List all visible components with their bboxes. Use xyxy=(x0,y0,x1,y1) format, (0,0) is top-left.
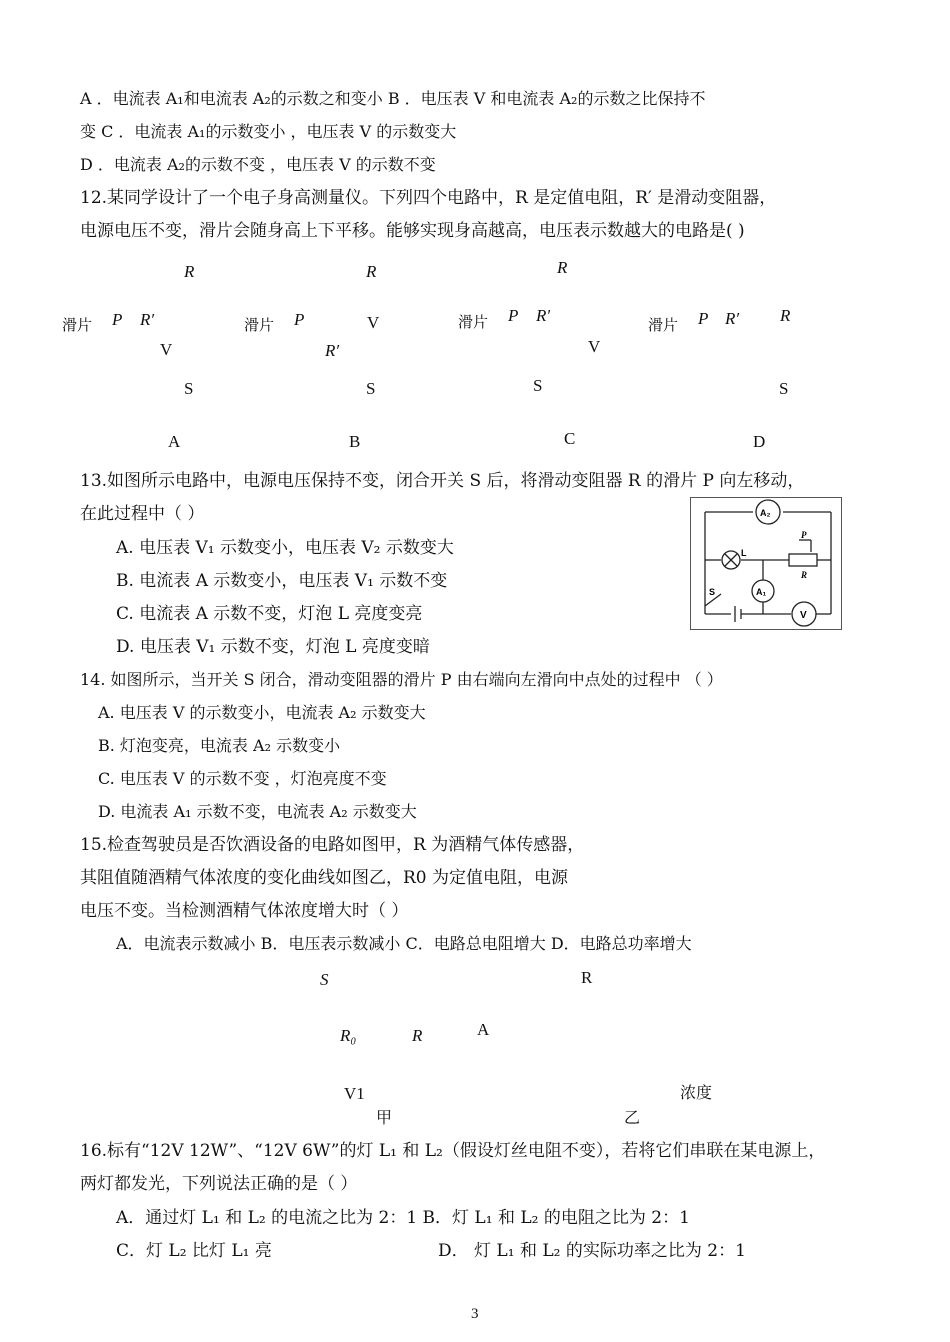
q13-option-c: C. 电流表 A 示数不变，灯泡 L 亮度变亮 xyxy=(116,604,423,624)
q12-d-label-r: R xyxy=(780,306,791,325)
q12-a-slider-label: 滑片 xyxy=(62,316,93,334)
q15-fig-yi-caption: 乙 xyxy=(624,1108,641,1127)
q12-stem-line1: 12.某同学设计了一个电子身高测量仪。下列四个电路中，R 是定值电阻，R′ 是滑动变阻器， xyxy=(80,188,777,208)
q12-d-slider-label: 滑片 xyxy=(648,316,679,334)
q16-options-ab: A．通过灯 L₁ 和 L₂ 的电流之比为 2：1 B．灯 L₁ 和 L₂ 的电阻之比为 2：1 xyxy=(116,1208,690,1228)
q12-c-label-rp: R′ xyxy=(536,306,551,325)
q11-line1: A ．电流表 A₁和电流表 A₂的示数之和变小 B ．电压表 V 和电流表 A₂的示数之比保持不 xyxy=(80,89,706,108)
q12-c-label-r: R xyxy=(557,258,568,277)
q15-graph-r-label: R xyxy=(581,968,593,987)
q12-c-label-p: P xyxy=(508,306,519,325)
q13-stem-line2: 在此过程中（ ） xyxy=(80,504,205,524)
q12-d-label-s: S xyxy=(779,379,789,398)
q15-stem-line3: 电压不变。当检测酒精气体浓度增大时（ ） xyxy=(80,901,409,921)
q12-a-label-p: P xyxy=(112,310,123,329)
q11-line3: D ．电流表 A₂的示数不变 ，电压表 V 的示数不变 xyxy=(80,155,436,174)
q14-option-c: C. 电压表 V 的示数不变 ，灯泡亮度不变 xyxy=(98,769,387,788)
q13-option-b: B. 电流表 A 示数变小，电压表 V₁ 示数不变 xyxy=(116,571,448,591)
q12-d-label-p: P xyxy=(698,309,709,328)
q12-option-a: A xyxy=(168,432,181,451)
q12-option-b: B xyxy=(349,432,361,451)
page-number: 3 xyxy=(471,1306,479,1322)
q15-fig-jia-caption: 甲 xyxy=(376,1108,393,1127)
q12-b-label-r: R xyxy=(366,262,377,281)
q12-b-label-v: V xyxy=(367,313,380,332)
q15-stem-line1: 15.检查驾驶员是否饮酒设备的电路如图甲，R 为酒精气体传感器， xyxy=(80,835,585,855)
q12-b-slider-label: 滑片 xyxy=(244,316,275,334)
q16-option-d: D． 灯 L₁ 和 L₂ 的实际功率之比为 2：1 xyxy=(438,1241,746,1261)
q12-option-c: C xyxy=(564,429,576,448)
q13-fig-l-label: L xyxy=(741,548,747,558)
q12-a-label-v: V xyxy=(160,340,173,359)
q12-a-label-rp: R′ xyxy=(140,310,155,329)
q13-fig-a2-label: A₂ xyxy=(760,508,771,518)
q12-c-slider-label: 滑片 xyxy=(458,313,489,331)
q12-b-label-p: P xyxy=(294,310,305,329)
q15-options: A．电流表示数减小 B．电压表示数减小 C．电路总电阻增大 D．电路总功率增大 xyxy=(116,934,692,953)
q12-stem-line2: 电源电压不变，滑片会随身高上下平移。能够实现身高越高，电压表示数越大的电路是( ) xyxy=(80,221,745,241)
q13-fig-p-label: P xyxy=(801,530,807,540)
q13-fig-v-label: V xyxy=(800,610,807,621)
q14-option-a: A. 电压表 V 的示数变小，电流表 A₂ 示数变大 xyxy=(98,703,426,722)
q13-fig-s-label: S xyxy=(709,587,716,597)
q12-option-d: D xyxy=(753,432,766,451)
q13-option-d: D. 电压表 V₁ 示数不变，灯泡 L 亮度变暗 xyxy=(116,637,430,657)
q13-fig-a1-label: A₁ xyxy=(756,587,767,597)
q16-stem-line2: 两灯都发光，下列说法正确的是（ ） xyxy=(80,1174,358,1194)
q15-fig-r-label: R xyxy=(412,1026,423,1045)
q13-circuit-svg xyxy=(691,498,841,629)
q13-option-a: A. 电压表 V₁ 示数变小，电压表 V₂ 示数变大 xyxy=(116,538,454,558)
q12-c-label-v: V xyxy=(588,337,601,356)
q15-fig-r0-label: R₀ xyxy=(340,1026,357,1045)
q12-d-label-rp: R′ xyxy=(725,309,740,328)
q15-fig-v1-label: V1 xyxy=(344,1084,365,1103)
q16-option-c: C．灯 L₂ 比灯 L₁ 亮 xyxy=(116,1241,272,1261)
q12-b-label-rp: R′ xyxy=(325,341,340,360)
q15-fig-a-label: A xyxy=(477,1020,490,1039)
q16-stem-line1: 16.标有“12V 12W”、“12V 6W”的灯 L₁ 和 L₂（假设灯丝电阻不变），若将它们串联在某电源上， xyxy=(80,1141,826,1161)
q12-a-label-r: R xyxy=(184,262,195,281)
q15-stem-line2: 其阻值随酒精气体浓度的变化曲线如图乙，R0 为定值电阻，电源 xyxy=(80,868,569,888)
q12-c-label-s: S xyxy=(533,376,543,395)
q13-fig-r-label: R xyxy=(801,570,808,580)
q13-circuit-figure xyxy=(690,497,842,630)
q15-fig-s-label: S xyxy=(320,970,329,989)
q14-option-b: B. 灯泡变亮，电流表 A₂ 示数变小 xyxy=(98,736,341,755)
q11-line2: 变 C ．电流表 A₁的示数变小 ，电压表 V 的示数变大 xyxy=(80,122,457,141)
q12-a-label-s: S xyxy=(184,379,194,398)
q14-option-d: D. 电流表 A₁ 示数不变，电流表 A₂ 示数变大 xyxy=(98,802,417,821)
q15-graph-concentration-label: 浓度 xyxy=(680,1083,713,1102)
q12-b-label-s: S xyxy=(366,379,376,398)
q13-stem-line1: 13.如图所示电路中，电源电压保持不变，闭合开关 S 后，将滑动变阻器 R 的滑片 P 向左移动， xyxy=(80,471,805,491)
q14-stem: 14. 如图所示，当开关 S 闭合，滑动变阻器的滑片 P 由右端向左滑向中点处的过程中 （ ） xyxy=(80,670,723,689)
